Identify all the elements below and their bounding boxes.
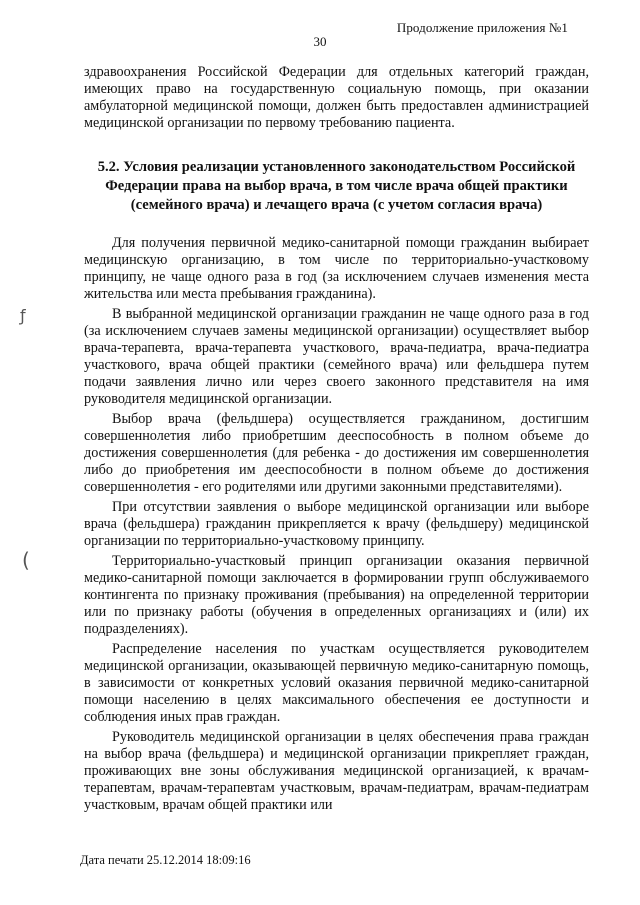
paragraph-1: Для получения первичной медико-санитарной помощи гражданин выбирает медицинскую организацию, в том числе по территориально-участковому принципу, не чаще одного раза в год (за исключением случаев изменения места жительства или места пребывания гражданина).: [84, 235, 589, 302]
paragraph-4: При отсутствии заявления о выборе медицинской организации или выборе врача (фельдшера) гражданин прикрепляется к врачу (фельдшеру) медицинской организации по территориально-участковому принципу.: [84, 499, 589, 549]
paragraph-3: Выбор врача (фельдшера) осуществляется гражданином, достигшим совершеннолетия либо приобретшим дееспособность в полном объеме до достижения совершеннолетия (для ребенка - до достижения им совершеннолетия либо до приобретения им дееспособности в полном объеме до достижения совершеннолетия - его родителями или другими законными представителями).: [84, 411, 589, 495]
paragraph-7: Руководитель медицинской организации в целях обеспечения права граждан на выбор врача (фельдшера) и медицинской организации прикрепляет граждан, проживающих вне зоны обслуживания медицинской организацией, к врачам-терапевтам, врачам-терапевтам участковым, врачам-педиатрам, врачам-педиатрам участковым, врачам общей практики или: [84, 729, 589, 813]
paragraph-6: Распределение населения по участкам осуществляется руководителем медицинской организации, оказывающей первичную медико-санитарную помощь, в зависимости от конкретных условий оказания первичной медико-санитарной помощи населению в целях максимального обеспечения ее доступности и соблюдения иных прав граждан.: [84, 641, 589, 725]
paragraph-5: Территориально-участковый принцип организации оказания первичной медико-санитарной помощи заключается в формировании групп обслуживаемого контингента по признаку проживания (пребывания) на определенной территории или по признаку работы (обучения в определенных организациях и (или) их подразделениях).: [84, 553, 589, 637]
margin-mark-icon: ƒ: [20, 306, 26, 325]
intro-paragraph: здравоохранения Российской Федерации для отдельных категорий граждан, имеющих право на государственную социальную помощь, при оказании амбулаторной медицинской помощи, должен быть предоставлен администрацией медицинской организации по первому требованию пациента.: [84, 64, 589, 131]
document-body: [84, 64, 589, 814]
margin-bracket-icon: (: [22, 548, 30, 572]
paragraph-2: В выбранной медицинской организации гражданин не чаще одного раза в год (за исключением случаев замены медицинской организации) осуществляет выбор врача-терапевта, врача-терапевта участкового, врача-педиатра, врача-педиатра участкового, врача общей практики (семейного врача) или фельдшера путем подачи заявления лично или через своего законного представителя на имя руководителя медицинской организации.: [84, 306, 589, 407]
appendix-continuation-note: Продолжение приложения №1: [396, 20, 568, 35]
print-date: Дата печати 25.12.2014 18:09:16: [80, 853, 251, 867]
page-number: 30: [313, 34, 327, 49]
section-heading: 5.2. Условия реализации установленного законодательством Российской Федерации права на выбор врача, в том числе врача общей практики (семейного врача) и лечащего врача (с учетом согласия врача): [97, 159, 576, 213]
